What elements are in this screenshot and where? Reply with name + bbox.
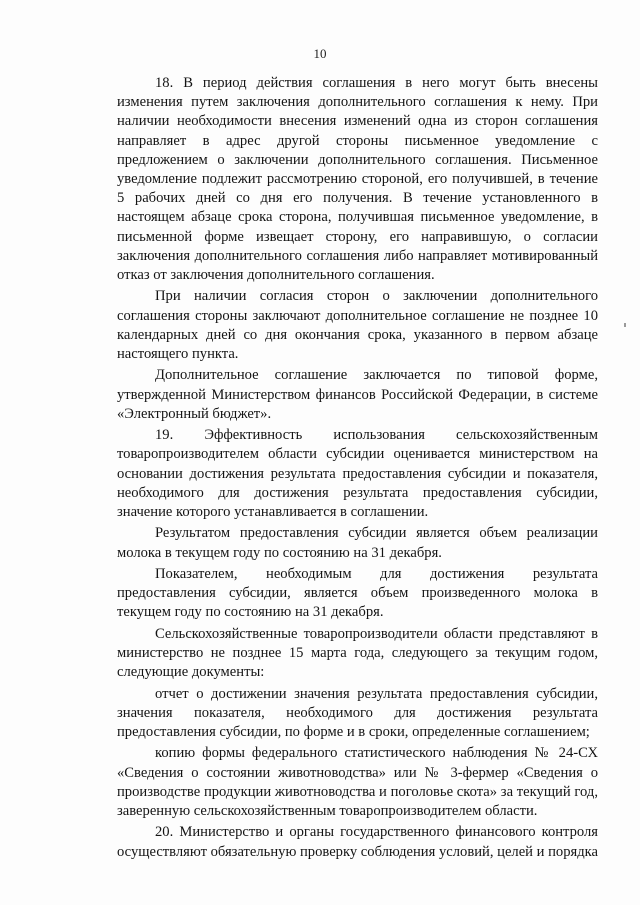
document-body bbox=[117, 74, 598, 864]
paragraph-20: 20. Министерство и органы государственного финансового контроля осуществляют обязательную проверку соблюдения условий, целей и порядка bbox=[117, 824, 598, 860]
paragraph-report-item: отчет о достижении значения результата предоставления субсидии, значения показателя, необходимого для достижения результата предоставления субсидии, по форме и в сроки, определенные соглашением; bbox=[117, 685, 598, 741]
paragraph-agreement-consent: При наличии согласия сторон о заключении дополнительного соглашения стороны заключают дополнительное соглашение не позднее 10 календарных дней со дня окончания срока, указанного в первом абзаце настоящего пункта. bbox=[117, 288, 598, 363]
paragraph-18: 18. В период действия соглашения в него могут быть внесены изменения путем заключения дополнительного соглашения к нему. При наличии необходимости внесения изменений одна из сторон соглашения направляет в адрес другой стороны письменное уведомление с предложением о заключении дополнительного соглашения. Письменное уведомление подлежит рассмотрению стороной, его получившей, в течение 5 рабочих дней со дня его получения. В течение установленного в настоящем абзаце срока сторона, получившая письменное уведомление, в письменной форме извещает сторону, его направившую, о согласии заключения дополнительного соглашения либо направляет мотивированный отказ от заключения дополнительного соглашения. bbox=[117, 75, 598, 284]
paragraph-subsidy-indicator: Показателем, необходимым для достижения результата предоставления субсидии, является объем произведенного молока в текущем году по состоянию на 31 декабря. bbox=[117, 566, 598, 621]
paragraph-typical-form: Дополнительное соглашение заключается по типовой форме, утвержденной Министерством финансов Российской Федерации, в системе «Электронный бюджет». bbox=[117, 367, 598, 422]
paragraph-subsidy-result: Результатом предоставления субсидии является объем реализации молока в текущем году по состоянию на 31 декабря. bbox=[117, 525, 598, 561]
page-number: 10 bbox=[313, 46, 327, 61]
paragraph-statistics-form-item: копию формы федерального статистического наблюдения № 24-СХ «Сведения о состоянии животноводства» или № 3-фермер «Сведения о производстве продукции животноводства и поголовье скота» за текущий год, заверенную сельскохозяйственным товаропроизводителем области. bbox=[117, 745, 598, 820]
scan-edge-mark bbox=[624, 323, 626, 327]
paragraph-19: 19. Эффективность использования сельскохозяйственным товаропроизводителем области субсидии оценивается министерством на основании достижения результата предоставления субсидии и показателя, необходимого для достижения результата предоставления субсидии, значение которого устанавливается в соглашении. bbox=[117, 427, 598, 521]
paragraph-documents-intro: Сельскохозяйственные товаропроизводители области представляют в министерство не позднее 15 марта года, следующего за текущим годом, следующие документы: bbox=[117, 625, 598, 681]
